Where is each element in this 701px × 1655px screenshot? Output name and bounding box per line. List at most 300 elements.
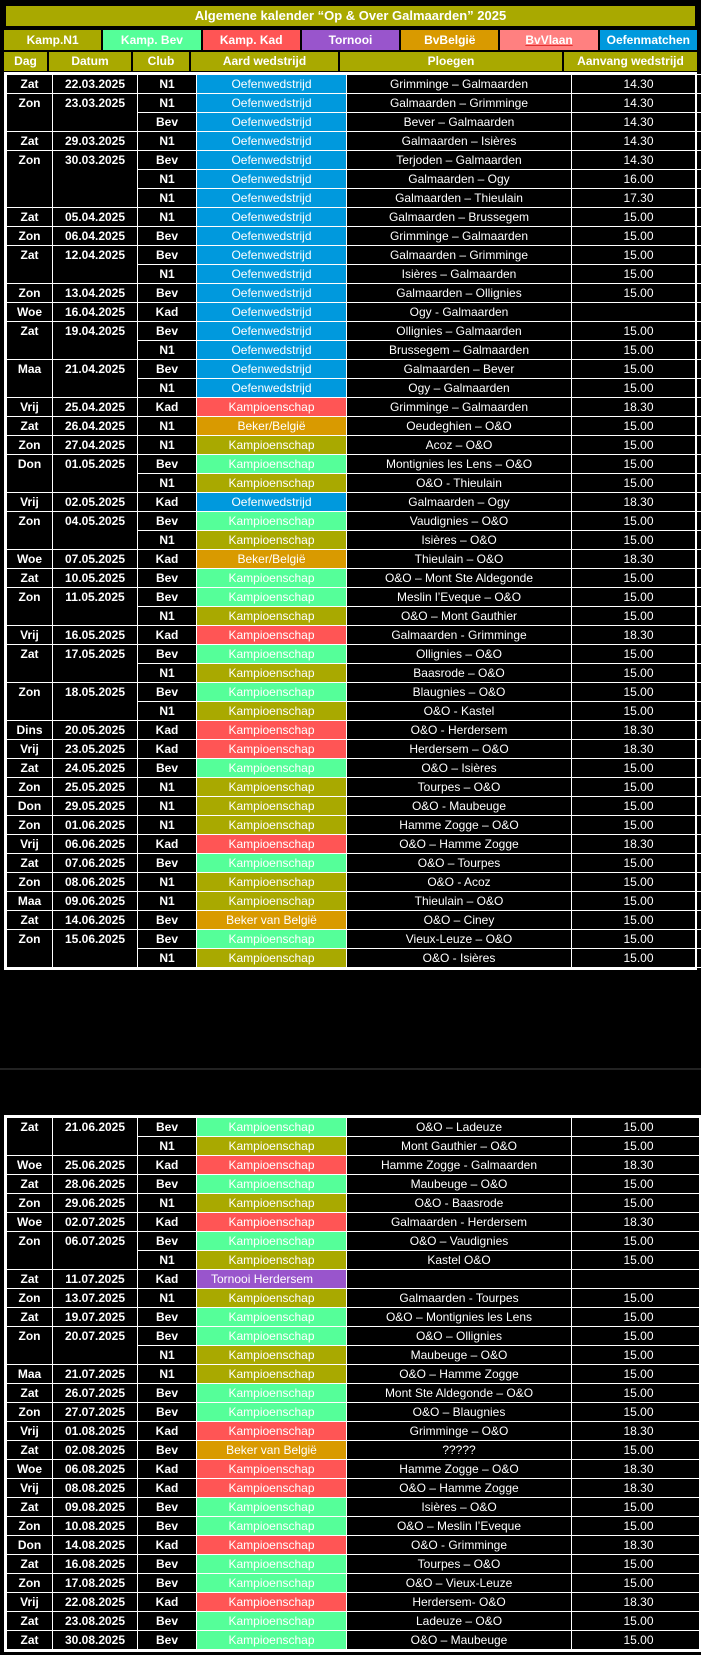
start-time-cell: 15.00 [572,588,701,607]
start-time-cell: 15.00 [572,1346,701,1365]
start-time-cell: 15.00 [572,1403,701,1422]
date-cell: 26.07.2025 [53,1384,138,1403]
match-type-cell: Kampioenschap [197,398,347,417]
column-header: Aard wedstrijd [191,52,338,71]
teams-cell: O&O – Mont Ste Aldegonde [347,569,572,588]
club-cell: Kad [138,1460,197,1479]
day-cell: Zon [7,683,53,721]
club-cell: N1 [138,341,197,360]
date-cell: 22.03.2025 [53,75,138,94]
calendar-sheet-2 [4,1115,701,1652]
table-row [7,1479,701,1498]
start-time-cell: 15.00 [572,1308,701,1327]
match-type-cell: Oefenwedstrijd [197,303,347,322]
table-row [7,759,701,778]
club-cell: Kad [138,1422,197,1441]
start-time-cell: 15.00 [572,683,701,702]
table-row [7,1384,701,1403]
teams-cell: Blaugnies – O&O [347,683,572,702]
table-row [7,417,701,436]
club-cell: Kad [138,626,197,645]
start-time-cell: 15.00 [572,797,701,816]
date-cell: 28.06.2025 [53,1175,138,1194]
match-type-cell: Kampioenschap [197,1403,347,1422]
start-time-cell: 15.00 [572,911,701,930]
match-type-cell: Kampioenschap [197,797,347,816]
schedule-table-2 [6,1117,701,1650]
start-time-cell: 15.00 [572,1251,701,1270]
teams-cell: O&O – Isières [347,759,572,778]
teams-cell: Galmaarden – Thieulain [347,189,572,208]
date-cell: 09.08.2025 [53,1498,138,1517]
teams-cell: Kastel O&O [347,1251,572,1270]
table-row [7,1574,701,1593]
start-time-cell: 15.00 [572,607,701,626]
table-row [7,1498,701,1517]
date-cell: 12.04.2025 [53,246,138,284]
date-cell: 17.08.2025 [53,1574,138,1593]
start-time-cell: 15.00 [572,208,701,227]
date-cell: 09.06.2025 [53,892,138,911]
start-time-cell: 14.30 [572,113,701,132]
match-type-cell: Kampioenschap [197,1460,347,1479]
club-cell: N1 [138,873,197,892]
legend [4,30,697,50]
legend-item: Oefenmatchen [600,30,697,50]
start-time-cell: 15.00 [572,645,701,664]
club-cell: Bev [138,1403,197,1422]
match-type-cell: Kampioenschap [197,1365,347,1384]
start-time-cell: 15.00 [572,930,701,949]
club-cell: N1 [138,265,197,284]
table-row [7,1232,701,1251]
teams-cell: Ogy - Galmaarden [347,303,572,322]
club-cell: Bev [138,322,197,341]
table-row [7,683,701,702]
start-time-cell: 18.30 [572,721,701,740]
start-time-cell: 14.30 [572,132,701,151]
club-cell: N1 [138,702,197,721]
date-cell: 10.08.2025 [53,1517,138,1536]
date-cell: 25.05.2025 [53,778,138,797]
teams-cell: Ollignies – Galmaarden [347,322,572,341]
teams-cell: Bever – Galmaarden [347,113,572,132]
start-time-cell: 15.00 [572,759,701,778]
club-cell: Kad [138,1593,197,1612]
club-cell: N1 [138,474,197,493]
club-cell: Bev [138,1517,197,1536]
start-time-cell: 15.00 [572,1612,701,1631]
club-cell: N1 [138,75,197,94]
date-cell: 06.08.2025 [53,1460,138,1479]
table-row [7,778,701,797]
club-cell: Bev [138,645,197,664]
teams-cell: Terjoden – Galmaarden [347,151,572,170]
match-type-cell: Kampioenschap [197,702,347,721]
calendar-sheet-1 [4,4,697,970]
match-type-cell: Oefenwedstrijd [197,113,347,132]
club-cell: Bev [138,911,197,930]
date-cell: 29.03.2025 [53,132,138,151]
day-cell: Zat [7,132,53,151]
teams-cell: Ollignies – O&O [347,645,572,664]
match-type-cell: Kampioenschap [197,816,347,835]
legend-item: Kamp. Bev [103,30,200,50]
start-time-cell: 15.00 [572,265,701,284]
match-type-cell: Kampioenschap [197,607,347,626]
club-cell: Bev [138,113,197,132]
table-row [7,455,701,474]
day-cell: Zon [7,512,53,550]
club-cell: Bev [138,759,197,778]
club-cell: Bev [138,151,197,170]
table-row [7,645,701,664]
date-cell: 25.04.2025 [53,398,138,417]
start-time-cell: 16.00 [572,170,701,189]
table-row [7,1213,701,1232]
teams-cell [347,1270,572,1289]
day-cell: Don [7,455,53,493]
date-cell: 20.07.2025 [53,1327,138,1365]
table-row [7,1441,701,1460]
start-time-cell: 15.00 [572,873,701,892]
table-row [7,1422,701,1441]
match-type-cell: Oefenwedstrijd [197,208,347,227]
club-cell: N1 [138,1346,197,1365]
start-time-cell: 15.00 [572,436,701,455]
teams-cell: O&O - Kastel [347,702,572,721]
date-cell: 15.06.2025 [53,930,138,968]
teams-cell: O&O - Maubeuge [347,797,572,816]
club-cell: Kad [138,1156,197,1175]
table-row [7,721,701,740]
date-cell: 21.06.2025 [53,1118,138,1156]
club-cell: N1 [138,379,197,398]
match-type-cell: Oefenwedstrijd [197,75,347,94]
table-row [7,1593,701,1612]
column-header: Aanvang wedstrijd [564,52,697,71]
club-cell: Bev [138,1118,197,1137]
day-cell: Zat [7,1441,53,1460]
club-cell: Bev [138,1384,197,1403]
date-cell: 02.08.2025 [53,1441,138,1460]
start-time-cell: 15.00 [572,341,701,360]
day-cell: Don [7,797,53,816]
table-row [7,94,701,113]
club-cell: N1 [138,664,197,683]
club-cell: Bev [138,683,197,702]
table-row [7,550,701,569]
club-cell: N1 [138,531,197,550]
club-cell: Bev [138,930,197,949]
teams-cell: Mont Ste Aldegonde – O&O [347,1384,572,1403]
day-cell: Zat [7,1631,53,1650]
club-cell: Bev [138,227,197,246]
day-cell: Maa [7,1365,53,1384]
club-cell: Bev [138,1232,197,1251]
date-cell: 21.07.2025 [53,1365,138,1384]
teams-cell: O&O - Isières [347,949,572,968]
day-cell: Zon [7,436,53,455]
club-cell: N1 [138,816,197,835]
teams-cell: O&O – Hamme Zogge [347,1479,572,1498]
match-type-cell: Kampioenschap [197,721,347,740]
teams-cell: Grimminge – Galmaarden [347,227,572,246]
start-time-cell: 15.00 [572,949,701,968]
teams-cell: Vieux-Leuze – O&O [347,930,572,949]
match-type-cell: Kampioenschap [197,1251,347,1270]
day-cell: Maa [7,360,53,398]
start-time-cell: 15.00 [572,569,701,588]
teams-cell: Maubeuge – O&O [347,1346,572,1365]
teams-cell: Galmaarden – Ogy [347,493,572,512]
club-cell: Bev [138,1308,197,1327]
match-type-cell: Kampioenschap [197,1479,347,1498]
start-time-cell: 15.00 [572,1555,701,1574]
day-cell: Zon [7,284,53,303]
match-type-cell: Kampioenschap [197,1175,347,1194]
day-cell: Zon [7,94,53,132]
match-type-cell: Beker/België [197,550,347,569]
club-cell: Kad [138,550,197,569]
start-time-cell: 15.00 [572,455,701,474]
match-type-cell: Kampioenschap [197,1156,347,1175]
teams-cell: O&O – Tourpes [347,854,572,873]
day-cell: Woe [7,1156,53,1175]
club-cell: Bev [138,1612,197,1631]
club-cell: N1 [138,189,197,208]
teams-cell: O&O – Vieux-Leuze [347,1574,572,1593]
table-row [7,132,701,151]
club-cell: N1 [138,1137,197,1156]
start-time-cell: 18.30 [572,1536,701,1555]
teams-cell: Herdersem- O&O [347,1593,572,1612]
club-cell: N1 [138,949,197,968]
match-type-cell: Kampioenschap [197,740,347,759]
column-header: Ploegen [340,52,562,71]
page-divider [0,1068,701,1070]
date-cell: 01.06.2025 [53,816,138,835]
match-type-cell: Oefenwedstrijd [197,265,347,284]
match-type-cell: Kampioenschap [197,759,347,778]
club-cell: Bev [138,284,197,303]
start-time-cell: 15.00 [572,1441,701,1460]
table-row [7,892,701,911]
date-cell: 13.07.2025 [53,1289,138,1308]
table-row [7,284,701,303]
date-cell: 05.04.2025 [53,208,138,227]
start-time-cell: 15.00 [572,1574,701,1593]
date-cell: 14.06.2025 [53,911,138,930]
teams-cell: Montignies les Lens – O&O [347,455,572,474]
table-row [7,1308,701,1327]
day-cell: Zat [7,1270,53,1289]
teams-cell: Hamme Zogge – O&O [347,1460,572,1479]
table-row [7,1612,701,1631]
table-row [7,493,701,512]
start-time-cell: 18.30 [572,1156,701,1175]
match-type-cell: Beker van België [197,911,347,930]
teams-cell: Galmaarden – Ollignies [347,284,572,303]
table-row [7,1555,701,1574]
day-cell: Vrij [7,1593,53,1612]
teams-cell: O&O – Montignies les Lens [347,1308,572,1327]
match-type-cell: Oefenwedstrijd [197,246,347,265]
club-cell: N1 [138,436,197,455]
date-cell: 10.05.2025 [53,569,138,588]
date-cell: 13.04.2025 [53,284,138,303]
table-row [7,911,701,930]
start-time-cell: 18.30 [572,740,701,759]
match-type-cell: Kampioenschap [197,1574,347,1593]
start-time-cell: 15.00 [572,892,701,911]
date-cell: 19.07.2025 [53,1308,138,1327]
day-cell: Vrij [7,835,53,854]
column-header: Datum [49,52,131,71]
table-row [7,740,701,759]
date-cell: 18.05.2025 [53,683,138,721]
day-cell: Dins [7,721,53,740]
teams-cell: O&O - Baasrode [347,1194,572,1213]
day-cell: Zon [7,1574,53,1593]
day-cell: Zon [7,816,53,835]
day-cell: Woe [7,303,53,322]
match-type-cell: Kampioenschap [197,835,347,854]
club-cell: N1 [138,170,197,189]
teams-cell: Galmaarden – Ogy [347,170,572,189]
club-cell: Bev [138,588,197,607]
date-cell: 20.05.2025 [53,721,138,740]
date-cell: 04.05.2025 [53,512,138,550]
date-cell: 23.03.2025 [53,94,138,132]
match-type-cell: Kampioenschap [197,854,347,873]
match-type-cell: Beker van België [197,1441,347,1460]
match-type-cell: Kampioenschap [197,683,347,702]
table-row [7,854,701,873]
start-time-cell: 14.30 [572,94,701,113]
date-cell: 14.08.2025 [53,1536,138,1555]
day-cell: Zat [7,1555,53,1574]
start-time-cell: 15.00 [572,816,701,835]
date-cell: 01.08.2025 [53,1422,138,1441]
calendar-title: Algemene kalender “Op & Over Galmaarden” 2025 [4,4,697,28]
table-row [7,1194,701,1213]
club-cell: N1 [138,94,197,113]
table-row [7,816,701,835]
match-type-cell: Kampioenschap [197,1346,347,1365]
club-cell: N1 [138,892,197,911]
column-header: Dag [4,52,47,71]
start-time-cell: 15.00 [572,1175,701,1194]
match-type-cell: Kampioenschap [197,1555,347,1574]
day-cell: Zon [7,1194,53,1213]
teams-cell: O&O – Blaugnies [347,1403,572,1422]
day-cell: Zat [7,75,53,94]
teams-cell: O&O – Mont Gauthier [347,607,572,626]
start-time-cell: 15.00 [572,1194,701,1213]
teams-cell: Grimminge – Galmaarden [347,75,572,94]
match-type-cell: Oefenwedstrijd [197,379,347,398]
table-row [7,626,701,645]
date-cell: 02.05.2025 [53,493,138,512]
legend-item: BvVlaan [500,30,597,50]
day-cell: Zon [7,151,53,208]
table-row [7,360,701,379]
match-type-cell: Kampioenschap [197,1536,347,1555]
teams-cell: O&O – Vaudignies [347,1232,572,1251]
club-cell: N1 [138,132,197,151]
day-cell: Woe [7,550,53,569]
start-time-cell: 18.30 [572,1593,701,1612]
teams-cell: Brussegem – Galmaarden [347,341,572,360]
start-time-cell: 15.00 [572,1365,701,1384]
club-cell: Bev [138,1441,197,1460]
day-cell: Vrij [7,626,53,645]
date-cell: 06.06.2025 [53,835,138,854]
day-cell: Vrij [7,1479,53,1498]
teams-cell: Thieulain – O&O [347,550,572,569]
date-cell: 02.07.2025 [53,1213,138,1232]
club-cell: N1 [138,1289,197,1308]
match-type-cell: Kampioenschap [197,512,347,531]
table-row [7,246,701,265]
teams-cell: Thieulain – O&O [347,892,572,911]
date-cell: 27.07.2025 [53,1403,138,1422]
club-cell: Kad [138,1213,197,1232]
club-cell: Kad [138,303,197,322]
match-type-cell: Kampioenschap [197,778,347,797]
start-time-cell: 15.00 [572,1631,701,1650]
schedule-table-1 [6,74,701,968]
day-cell: Zon [7,1232,53,1270]
legend-item: Kamp. Kad [203,30,300,50]
match-type-cell: Kampioenschap [197,626,347,645]
start-time-cell: 15.00 [572,1289,701,1308]
start-time-cell: 18.30 [572,1213,701,1232]
teams-cell: O&O - Thieulain [347,474,572,493]
teams-cell: Grimminge – O&O [347,1422,572,1441]
match-type-cell: Kampioenschap [197,1137,347,1156]
date-cell: 16.08.2025 [53,1555,138,1574]
date-cell: 24.05.2025 [53,759,138,778]
teams-cell: O&O – Hamme Zogge [347,1365,572,1384]
teams-cell: O&O – Meslin l’Eveque [347,1517,572,1536]
club-cell: Bev [138,455,197,474]
teams-cell: Hamme Zogge - Galmaarden [347,1156,572,1175]
teams-cell: Isières – Galmaarden [347,265,572,284]
date-cell: 08.08.2025 [53,1479,138,1498]
day-cell: Zat [7,1498,53,1517]
match-type-cell: Oefenwedstrijd [197,227,347,246]
date-cell: 07.05.2025 [53,550,138,569]
match-type-cell: Beker/België [197,417,347,436]
match-type-cell: Kampioenschap [197,1384,347,1403]
legend-item: Kamp.N1 [4,30,101,50]
day-cell: Zon [7,873,53,892]
start-time-cell: 18.30 [572,1422,701,1441]
club-cell: N1 [138,778,197,797]
table-row [7,1156,701,1175]
match-type-cell: Kampioenschap [197,1631,347,1650]
start-time-cell: 17.30 [572,189,701,208]
date-cell: 16.04.2025 [53,303,138,322]
match-type-cell: Kampioenschap [197,1327,347,1346]
start-time-cell: 15.00 [572,1498,701,1517]
match-type-cell: Kampioenschap [197,664,347,683]
teams-cell: O&O – Hamme Zogge [347,835,572,854]
day-cell: Zat [7,322,53,360]
table-row [7,151,701,170]
